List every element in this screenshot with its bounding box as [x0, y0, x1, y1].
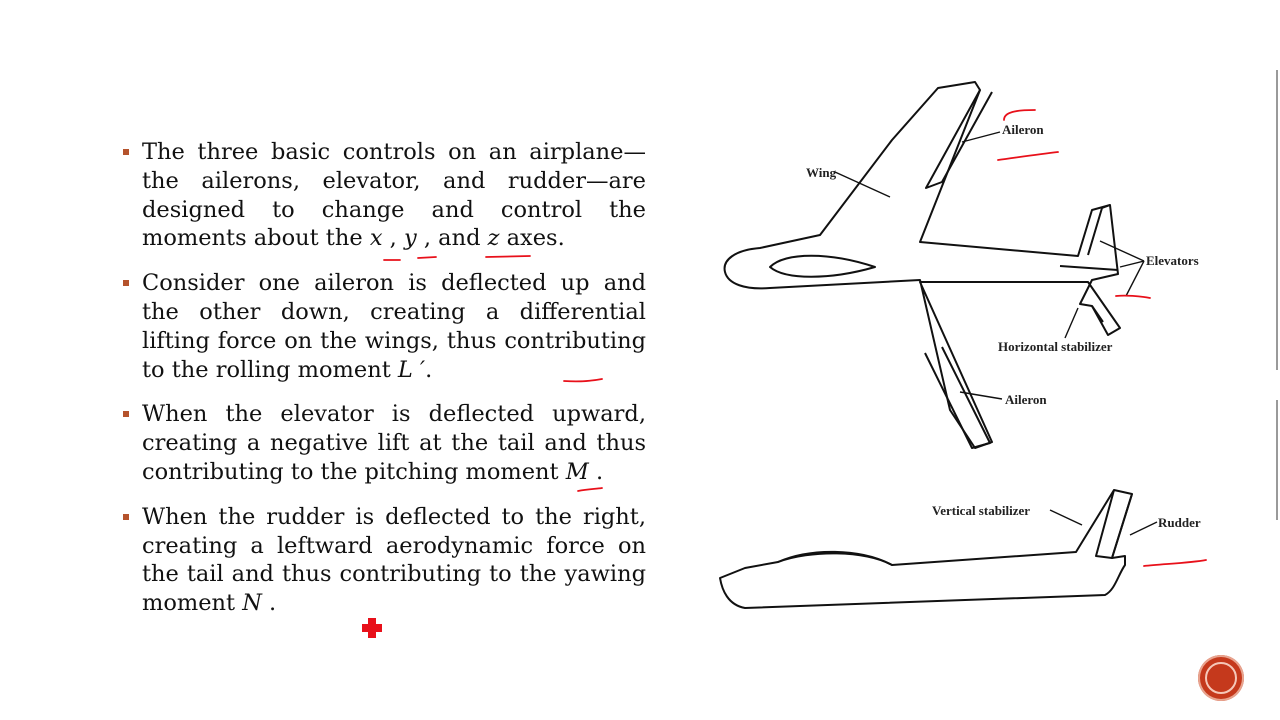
annotation-stroke [1116, 296, 1150, 298]
rudder-outline [1096, 490, 1132, 558]
underline-z [486, 256, 530, 257]
top-view-airplane-outline [725, 82, 1120, 448]
right-edge-ruler [1276, 70, 1278, 370]
aileron-bottom-label: Aileron [1005, 392, 1047, 407]
aileron-top-label: Aileron [1002, 122, 1044, 137]
circle-nav-icon[interactable] [1198, 655, 1244, 701]
text-segment: axes. [499, 225, 565, 252]
text-annotation-layer [370, 250, 640, 500]
text-segment: . [425, 356, 433, 383]
math-variable: N [242, 590, 262, 617]
airplane-controls-diagram [700, 60, 1220, 640]
side-view-airplane-outline [720, 490, 1132, 608]
red-cross-icon [362, 618, 382, 638]
text-segment: , and [416, 225, 488, 252]
annotation-stroke [1004, 110, 1035, 120]
underline-m [578, 488, 602, 491]
text-segment: , [382, 225, 404, 252]
math-variable: x [369, 225, 383, 252]
text-segment: . [588, 458, 604, 485]
text-segment: The three basic controls on an airplane—the ailerons, elevator, and rudder—are designed to change and control the moments about the [142, 139, 646, 252]
text-segment: Consider one aileron is deflected up and the other down, creating a differential lifting force on the wings, thus contributing to the rolling moment [142, 270, 646, 383]
math-variable: z [487, 225, 500, 252]
bullet-item [122, 138, 646, 253]
bullet-marker-icon [123, 514, 129, 520]
top-aileron-outline [926, 90, 992, 188]
bullet-marker-icon [123, 411, 129, 417]
right-edge-ruler [1276, 400, 1278, 520]
annotation-stroke [1144, 560, 1206, 566]
underline-l [564, 379, 602, 381]
text-segment: When the elevator is deflected upward, creating a negative lift at the tail and thus contributing to the pitching moment [142, 401, 646, 485]
bottom-aileron-outline [925, 347, 990, 448]
vertical-stabilizer-label: Vertical stabilizer [932, 503, 1031, 518]
math-variable: y [403, 225, 417, 252]
bullet-text [142, 504, 646, 616]
wing-label: Wing [806, 165, 837, 180]
text-segment: . [261, 590, 277, 617]
horizontal-stabilizer-label: Horizontal stabilizer [998, 339, 1113, 354]
annotation-stroke [998, 152, 1058, 160]
elevators-label: Elevators [1146, 253, 1199, 268]
bullet-item [122, 503, 646, 618]
elevator-bottom-outline [1092, 306, 1103, 322]
underline-y [418, 257, 436, 258]
bullet-marker-icon [123, 280, 129, 286]
math-variable: M [565, 458, 589, 485]
text-segment: When the rudder is deflected to the right, creating a leftward aerodynamic force on the tail and thus contributing to the yawing moment [142, 503, 646, 617]
canopy-outline [770, 256, 875, 277]
bullet-text [142, 139, 646, 251]
math-variable: L ′ [397, 356, 426, 383]
bullet-marker-icon [123, 149, 129, 155]
rudder-label: Rudder [1158, 515, 1201, 530]
